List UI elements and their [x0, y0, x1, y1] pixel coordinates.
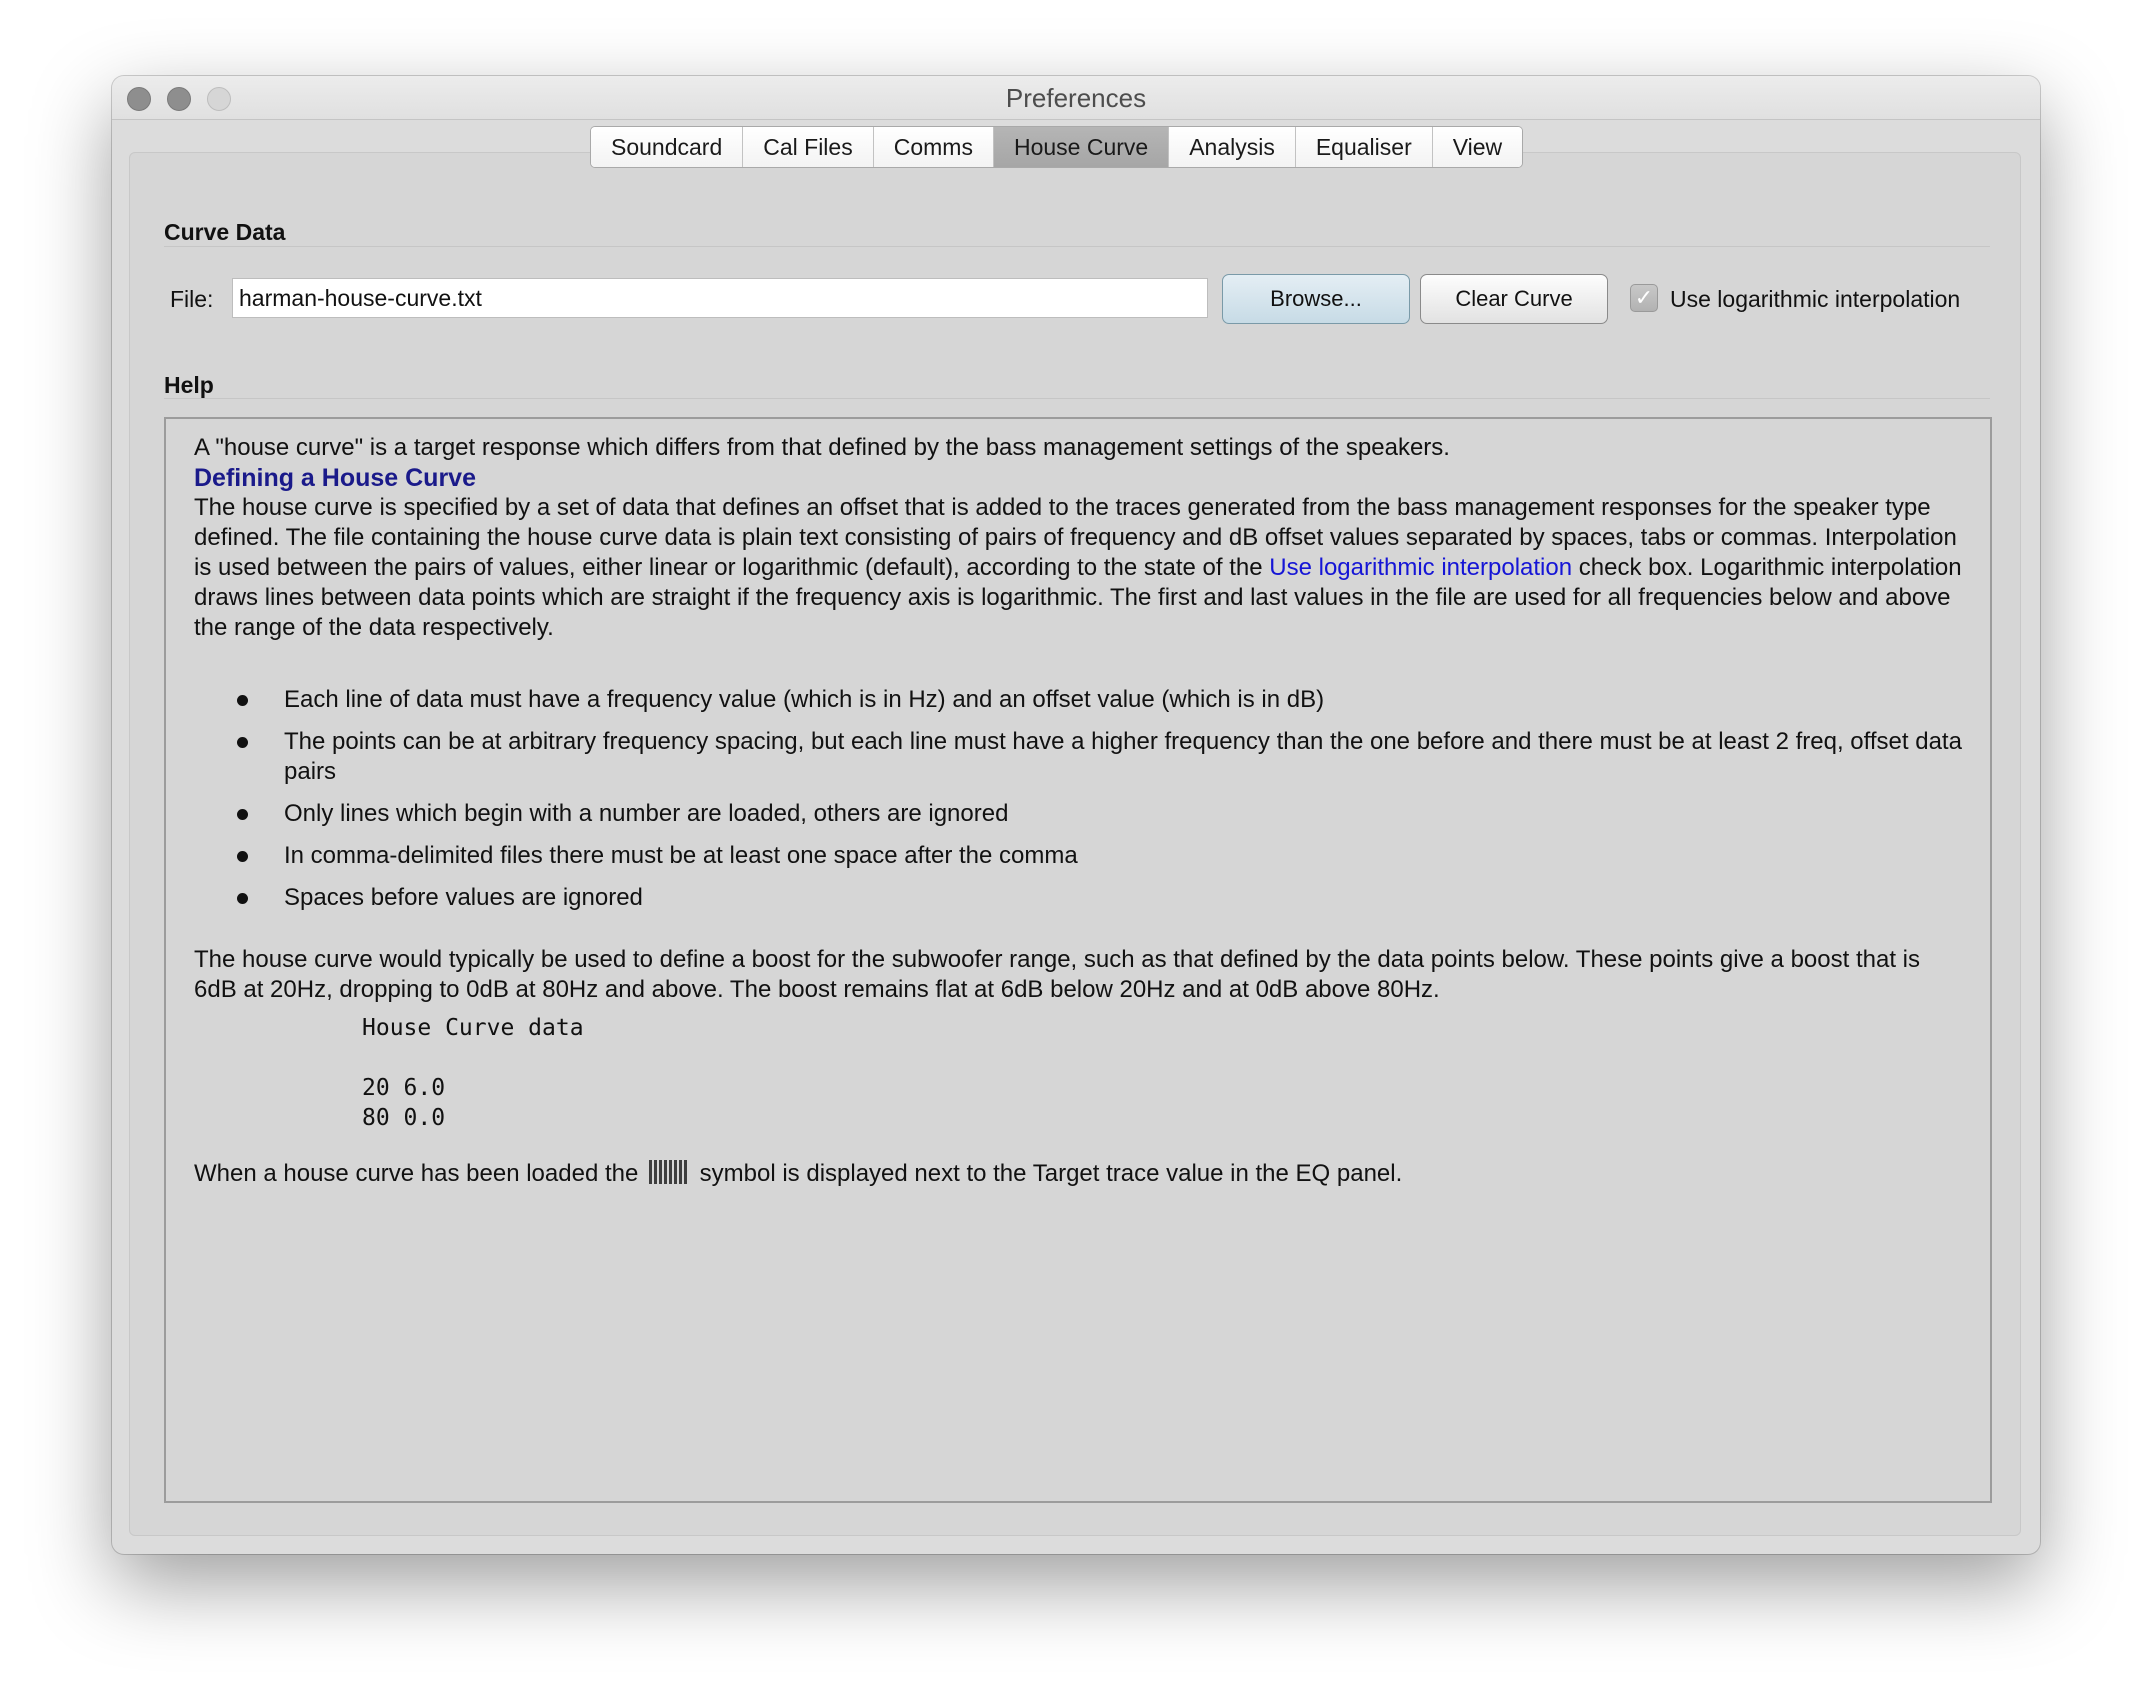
list-item	[194, 841, 1962, 871]
use-log-interpolation-link[interactable]: Use logarithmic interpolation	[1269, 554, 1573, 581]
bullet-icon	[237, 695, 248, 706]
log-interpolation-checkbox[interactable]: ✓	[1630, 284, 1658, 312]
tab-comms[interactable]: Comms	[874, 127, 994, 167]
tab-soundcard[interactable]: Soundcard	[591, 127, 743, 167]
list-item-text: Only lines which begin with a number are loaded, others are ignored	[284, 800, 1009, 827]
list-item	[194, 727, 1962, 787]
bullet-icon	[237, 893, 248, 904]
list-item	[194, 883, 1962, 913]
help-heading: Defining a House Curve	[194, 464, 476, 492]
bullet-icon	[237, 809, 248, 820]
bullet-icon	[237, 737, 248, 748]
help-section-title: Help	[164, 372, 214, 398]
file-path-field[interactable]: harman-house-curve.txt	[232, 278, 1208, 318]
list-item	[194, 685, 1962, 715]
bullet-icon	[237, 851, 248, 862]
list-item-text: The points can be at arbitrary frequency spacing, but each line must have a higher frequency than the one before and there must be at least 2 freq, offset data pairs	[284, 728, 1962, 785]
tab-bar	[590, 126, 1523, 168]
code-title: House Curve data	[362, 1015, 584, 1041]
help-paragraph-1-text-a: The house curve is specified by a set of data that defines an offset that is added to the traces generated from the bass management responses for the speaker type defined. The file containing the house curve data is plain text consisting of pairs of frequency and dB offset values separated by spaces, tabs or commas. Interpolation is used between the pairs of values, either linear or logarithmic (default), according to the state of the	[194, 494, 1957, 581]
file-label: File:	[170, 286, 214, 312]
curve-data-divider	[164, 246, 1990, 247]
list-item-text: Spaces before values are ignored	[284, 884, 643, 911]
tab-house-curve[interactable]: House Curve	[994, 127, 1169, 167]
tab-view[interactable]: View	[1433, 127, 1522, 167]
code-line: 20 6.0	[362, 1075, 446, 1101]
tab-cal-files[interactable]: Cal Files	[743, 127, 873, 167]
help-divider	[164, 398, 1990, 399]
title-bar	[112, 76, 2040, 120]
help-paragraph-3-text-a: When a house curve has been loaded the	[194, 1160, 645, 1187]
log-interpolation-label[interactable]: Use logarithmic interpolation	[1670, 286, 1961, 312]
help-paragraph-2: The house curve would typically be used to define a boost for the subwoofer range, such as that defined by the data points below. These points give a boost that is 6dB at 20Hz, dropping to 0dB at 80Hz and above. The boost remains flat at 6dB below 20Hz and at 0dB above 80Hz.	[194, 946, 1920, 1003]
house-curve-icon	[649, 1160, 689, 1184]
help-paragraph-1	[194, 493, 1962, 643]
clear-curve-button[interactable]: Clear Curve	[1420, 274, 1608, 324]
list-item-text: In comma-delimited files there must be at least one space after the comma	[284, 842, 1078, 869]
help-intro: A "house curve" is a target response which differs from that defined by the bass management settings of the speakers.	[194, 434, 1450, 461]
help-paragraph-3	[194, 1159, 1962, 1189]
browse-button[interactable]: Browse...	[1222, 274, 1410, 324]
help-text-pane[interactable]	[164, 417, 1992, 1503]
help-paragraph-1-text-b: check box. Logarithmic interpolation draws lines between data points which are straight if the frequency axis is logarithmic. The first and last values in the file are used for all frequencies below and above the range of the data respectively.	[194, 554, 1962, 641]
code-sample	[362, 1013, 1962, 1133]
tab-equaliser[interactable]: Equaliser	[1296, 127, 1433, 167]
window-title: Preferences	[1005, 83, 1147, 113]
code-line: 80 0.0	[362, 1105, 446, 1131]
list-item-text: Each line of data must have a frequency value (which is in Hz) and an offset value (which is in dB)	[284, 686, 1325, 713]
curve-data-section-title: Curve Data	[164, 219, 286, 245]
help-bullet-list	[194, 685, 1962, 913]
tab-analysis[interactable]: Analysis	[1169, 127, 1296, 167]
help-paragraph-3-text-b: symbol is displayed next to the Target trace value in the EQ panel.	[692, 1160, 1403, 1187]
list-item	[194, 799, 1962, 829]
